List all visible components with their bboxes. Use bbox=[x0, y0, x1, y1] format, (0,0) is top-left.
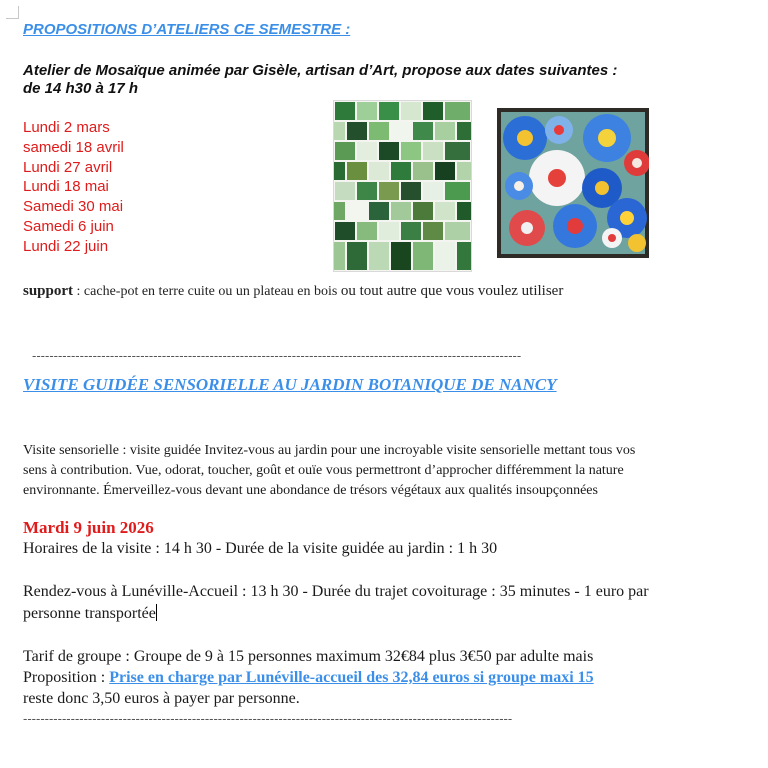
support-line bbox=[23, 283, 563, 300]
proposition-link[interactable]: Prise en charge par Lunéville-accueil des 32,84 euros si groupe maxi 15 bbox=[109, 669, 594, 686]
workshop-date: Samedi 30 mai bbox=[23, 198, 124, 216]
divider-line: ----------------------------------------------------------------------------------------------------------------- bbox=[32, 348, 522, 363]
remaining-cost: reste donc 3,50 euros à payer par personne. bbox=[23, 690, 300, 707]
support-text-end: ou tout autre que vous voulez utiliser bbox=[340, 283, 564, 299]
workshop-date: Lundi 2 mars bbox=[23, 119, 110, 136]
proposition-line bbox=[23, 669, 594, 687]
workshop-date: Lundi 27 avril bbox=[23, 158, 113, 176]
visit-title[interactable]: VISITE GUIDÉE SENSORIELLE AU JARDIN BOTANIQUE DE NANCY bbox=[23, 375, 557, 394]
visit-desc-line2: sens à contribution. Vue, odorat, toucher, goût et ouïe vous permettront d’approcher différemment la nature bbox=[23, 463, 624, 478]
workshop-dates-list bbox=[23, 118, 124, 257]
divider-line-bottom: ----------------------------------------------------------------------------------------------------------------- bbox=[23, 711, 513, 726]
meeting-line1: Rendez-vous à Lunéville-Accueil : 13 h 30 - Durée du trajet covoiturage : 35 minutes - 1 euro par bbox=[23, 583, 649, 600]
workshop-date: Samedi 6 juin bbox=[23, 217, 114, 235]
workshop-intro-line1: Atelier de Mosaïque animée par Gisèle, artisan d’Art, propose aux dates suivantes : bbox=[23, 62, 618, 79]
meeting-line2-text: personne transportée bbox=[23, 605, 156, 622]
support-label: support bbox=[23, 283, 74, 299]
workshop-date: Lundi 22 juin bbox=[23, 237, 109, 255]
visit-desc-line1: Visite sensorielle : visite guidée Invitez-vous au jardin pour une incroyable visite sensorielle mettant tous vos bbox=[23, 443, 636, 458]
text-cursor bbox=[156, 604, 157, 621]
visit-desc-line3: environnante. Émerveillez-vous devant une abondance de trésors végétaux aux qualités insoupçonnées bbox=[23, 483, 598, 498]
flower-mosaic-picture bbox=[497, 108, 649, 258]
support-text: : cache-pot en terre cuite ou un plateau en bois bbox=[73, 284, 341, 299]
workshops-title[interactable]: PROPOSITIONS D’ATELIERS CE SEMESTRE : bbox=[23, 21, 351, 38]
page-corner-marker bbox=[6, 6, 19, 19]
flower-mosaic-image bbox=[497, 108, 649, 258]
group-rate: Tarif de groupe : Groupe de 9 à 15 personnes maximum 32€84 plus 3€50 par adulte mais bbox=[23, 648, 594, 665]
workshop-date: Lundi 18 mai bbox=[23, 178, 109, 196]
workshop-intro-line2: de 14 h30 à 17 h bbox=[23, 80, 139, 97]
green-mosaic-image bbox=[333, 100, 472, 272]
visit-date: Mardi 9 juin 2026 bbox=[23, 518, 154, 537]
workshop-date: samedi 18 avril bbox=[23, 138, 124, 156]
visit-hours: Horaires de la visite : 14 h 30 - Durée de la visite guidée au jardin : 1 h 30 bbox=[23, 540, 498, 557]
proposition-label: Proposition : bbox=[23, 669, 110, 686]
meeting-line2 bbox=[23, 604, 157, 623]
green-mosaic-picture bbox=[334, 101, 471, 271]
